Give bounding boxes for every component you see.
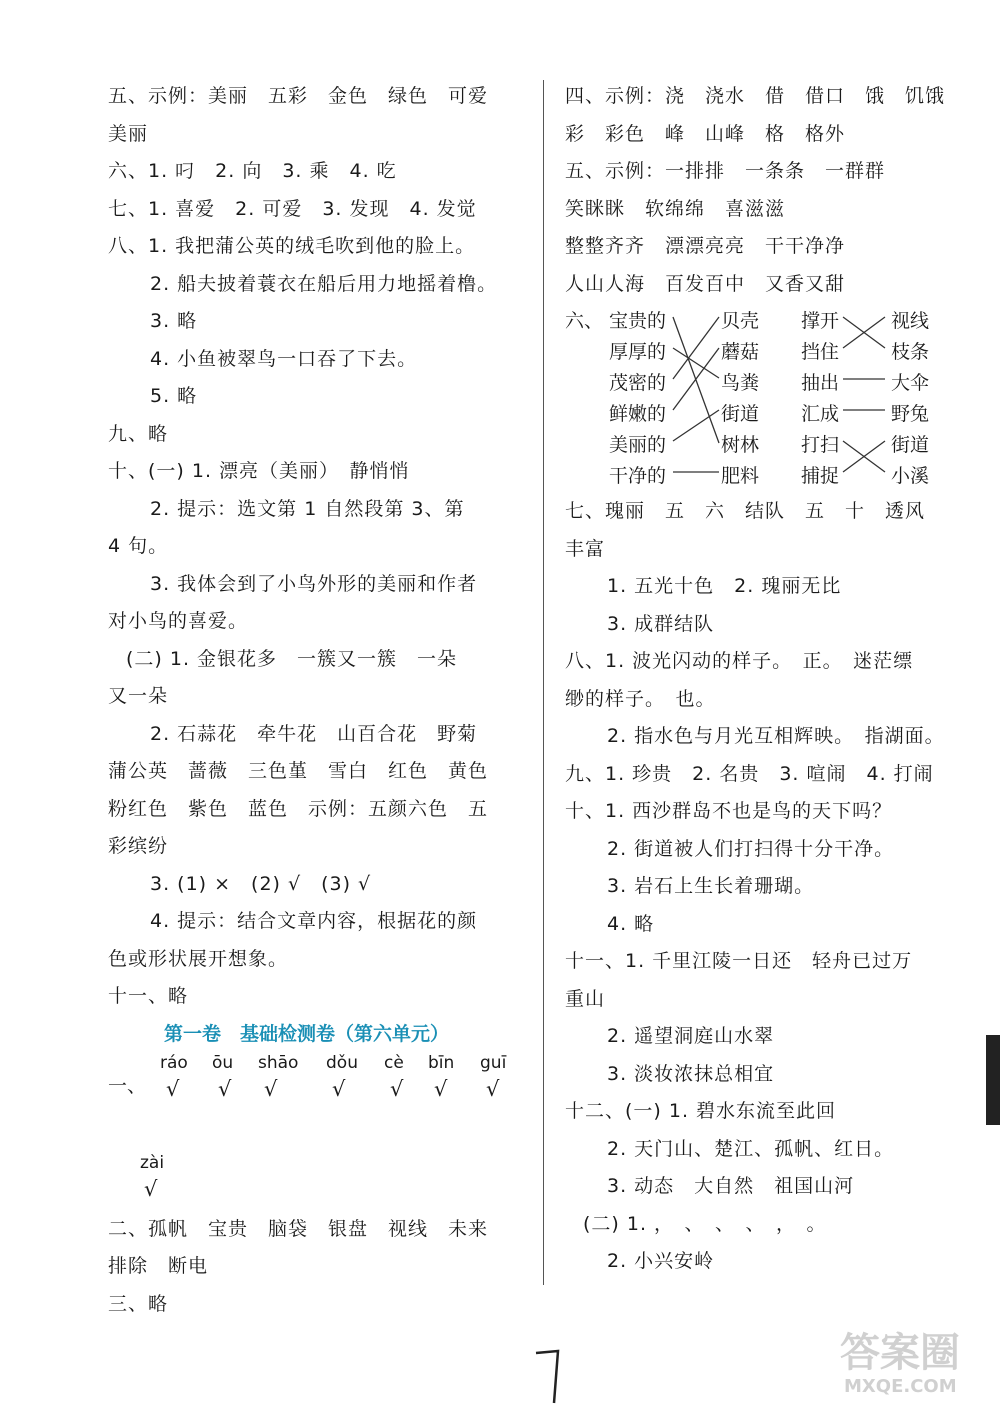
match-word: 干净的 xyxy=(609,465,667,487)
answer-line: 笑眯眯 软绵绵 喜滋滋 xyxy=(565,197,786,220)
svg-text:答案圈: 答案圈 xyxy=(840,1330,960,1376)
answer-line: 2. 小兴安岭 xyxy=(607,1250,715,1272)
answer-line: 九、1. 珍贵 2. 名贵 3. 喧闹 4. 打闹 xyxy=(565,762,934,785)
pinyin-text: shāo xyxy=(258,1052,299,1073)
match-word: 大伞 xyxy=(891,372,930,394)
pinyin-question xyxy=(108,1053,528,1153)
answer-line: 整整齐齐 漂漂亮亮 干干净净 xyxy=(565,235,846,257)
match-word: 鲜嫩的 xyxy=(609,403,667,425)
answer-line: 八、1. 波光闪动的样子。 正。 迷茫缥 xyxy=(565,650,914,672)
section-heading: 第一卷 基础检测卷（第六单元） xyxy=(164,1022,450,1045)
matching-exercise xyxy=(565,303,985,493)
question-label: 六、 xyxy=(565,310,604,332)
answer-line: 二、孤帆 宝贵 脑袋 银盘 视线 未来 xyxy=(108,1217,489,1240)
answer-line: 五、示例：一排排 一条条 一群群 xyxy=(565,160,886,182)
answer-line: 彩 彩色 峰 山峰 格 格外 xyxy=(565,122,846,145)
answer-line: 4. 略 xyxy=(607,912,655,935)
match-word: 鸟粪 xyxy=(721,372,760,394)
match-word: 街道 xyxy=(721,403,760,425)
answer-line: 又一朵 xyxy=(108,685,169,707)
answer-line: 2. 指水色与月光互相辉映。 指湖面。 xyxy=(607,725,945,747)
answer-line: 2. 石蒜花 牵牛花 山百合花 野菊 xyxy=(150,722,478,745)
match-word: 捕捉 xyxy=(801,465,840,487)
answer-line: 丰富 xyxy=(565,537,606,560)
match-word: 打扫 xyxy=(801,434,840,456)
check-mark: √ xyxy=(390,1076,404,1101)
answer-line: 十、(一) 1. 漂亮（美丽） 静悄悄 xyxy=(108,460,410,482)
pinyin-text: cè xyxy=(384,1052,404,1073)
pinyin-text: guī xyxy=(480,1052,507,1073)
answer-line: 蒲公英 蔷薇 三色堇 雪白 红色 黄色 xyxy=(108,760,489,782)
answer-line: 色或形状展开想象。 xyxy=(108,947,289,970)
answer-line: 粉红色 紫色 蓝色 示例：五颜六色 五 xyxy=(108,797,489,820)
check-mark: √ xyxy=(332,1076,346,1101)
answer-line: 4. 提示：结合文章内容，根据花的颜 xyxy=(150,910,478,932)
match-word: 汇成 xyxy=(801,403,840,425)
answer-line: 2. 船夫披着蓑衣在船后用力地摇着橹。 xyxy=(150,272,498,295)
watermark-logo xyxy=(838,1318,988,1398)
answer-line: 彩缤纷 xyxy=(108,835,169,857)
match-word: 撑开 xyxy=(801,310,840,332)
answer-line: 3. 我体会到了小鸟外形的美丽和作者 xyxy=(150,572,478,595)
answer-line: (二) 1. 金银花多 一簇又一簇 一朵 xyxy=(126,647,458,670)
match-word: 厚厚的 xyxy=(609,341,667,363)
match-word: 挡住 xyxy=(801,341,840,363)
match-word: 贝壳 xyxy=(721,310,760,332)
match-word: 小溪 xyxy=(891,465,930,487)
answer-line: 人山人海 百发百中 又香又甜 xyxy=(565,272,846,295)
pinyin-text: zài xyxy=(140,1152,165,1173)
match-word: 街道 xyxy=(891,434,930,456)
answer-line: 3. (1) × (2) √ (3) √ xyxy=(150,872,372,895)
check-mark: √ xyxy=(166,1076,180,1101)
match-word: 视线 xyxy=(891,310,930,332)
pinyin-text: ōu xyxy=(212,1052,234,1073)
answer-line: 十、1. 西沙群岛不也是鸟的天下吗？ xyxy=(565,800,893,822)
answer-line: 4 句。 xyxy=(108,535,169,557)
answer-line: 1. 五光十色 2. 瑰丽无比 xyxy=(607,575,842,597)
answer-line: 3. 略 xyxy=(150,310,198,332)
match-word: 肥料 xyxy=(721,465,760,487)
answer-line: 十二、(一) 1. 碧水东流至此回 xyxy=(565,1100,837,1122)
match-word: 蘑菇 xyxy=(721,341,760,363)
left-column xyxy=(108,78,528,1323)
edge-tab xyxy=(986,1035,1000,1125)
answer-line: 2. 遥望洞庭山水翠 xyxy=(607,1025,775,1047)
answer-line: 3. 成群结队 xyxy=(607,612,715,635)
answer-line: 2. 天门山、楚江、孤帆、红日。 xyxy=(607,1137,895,1160)
answer-line: 排除 断电 xyxy=(108,1255,209,1277)
match-word: 美丽的 xyxy=(609,434,667,456)
answer-line: 缈的样子。 也。 xyxy=(565,687,716,710)
answer-line: 五、示例：美丽 五彩 金色 绿色 可爱 xyxy=(108,85,489,107)
answer-line: 对小鸟的喜爱。 xyxy=(108,610,249,632)
pinyin-text: ráo xyxy=(160,1052,188,1073)
match-word: 枝条 xyxy=(891,341,930,363)
right-column xyxy=(565,78,985,1281)
answer-line: 四、示例：浇 浇水 借 借口 饿 饥饿 xyxy=(565,85,946,107)
answer-line: 5. 略 xyxy=(150,385,198,407)
answer-line: 十一、1. 千里江陵一日还 轻舟已过万 xyxy=(565,950,913,972)
svg-text:MXQE.COM: MXQE.COM xyxy=(844,1376,957,1397)
answer-line: 3. 淡妆浓抹总相宜 xyxy=(607,1062,775,1085)
check-mark: √ xyxy=(218,1076,232,1101)
answer-line: 2. 街道被人们打扫得十分干净。 xyxy=(607,837,895,860)
match-word: 宝贵的 xyxy=(609,310,667,332)
answer-line: 六、1. 叼 2. 向 3. 乘 4. 吃 xyxy=(108,160,397,182)
answer-line: 3. 动态 大自然 祖国山河 xyxy=(607,1175,855,1197)
column-divider xyxy=(543,80,544,1285)
answer-line: 3. 岩石上生长着珊瑚。 xyxy=(607,875,815,897)
answer-line: 十一、略 xyxy=(108,985,189,1007)
answer-line: 三、略 xyxy=(108,1292,169,1315)
check-mark: √ xyxy=(144,1176,158,1201)
answer-line: 美丽 xyxy=(108,122,149,145)
match-word: 树林 xyxy=(721,434,760,456)
match-word: 茂密的 xyxy=(609,372,667,394)
match-word: 野兔 xyxy=(891,403,930,425)
check-mark: √ xyxy=(486,1076,500,1101)
answer-line: 七、瑰丽 五 六 结队 五 十 透风 xyxy=(565,500,926,522)
question-label: 一、 xyxy=(108,1074,147,1097)
pinyin-text: dǒu xyxy=(326,1052,358,1073)
answer-line: 2. 提示：选文第 1 自然段第 3、第 xyxy=(150,497,465,520)
answer-line: (二) 1. ， 、 、 、 ， 。 xyxy=(583,1212,827,1235)
answer-line: 八、1. 我把蒲公英的绒毛吹到他的脸上。 xyxy=(108,235,476,257)
pinyin-text: bīn xyxy=(428,1052,455,1073)
check-mark: √ xyxy=(264,1076,278,1101)
answer-line: 九、略 xyxy=(108,422,169,445)
page-number-mark xyxy=(528,1345,568,1405)
answer-line: 4. 小鱼被翠鸟一口吞了下去。 xyxy=(150,347,418,370)
pinyin-last xyxy=(108,1153,528,1211)
answer-line: 七、1. 喜爱 2. 可爱 3. 发现 4. 发觉 xyxy=(108,197,477,220)
check-mark: √ xyxy=(434,1076,448,1101)
answer-line: 重山 xyxy=(565,987,606,1010)
match-word: 抽出 xyxy=(801,372,840,394)
